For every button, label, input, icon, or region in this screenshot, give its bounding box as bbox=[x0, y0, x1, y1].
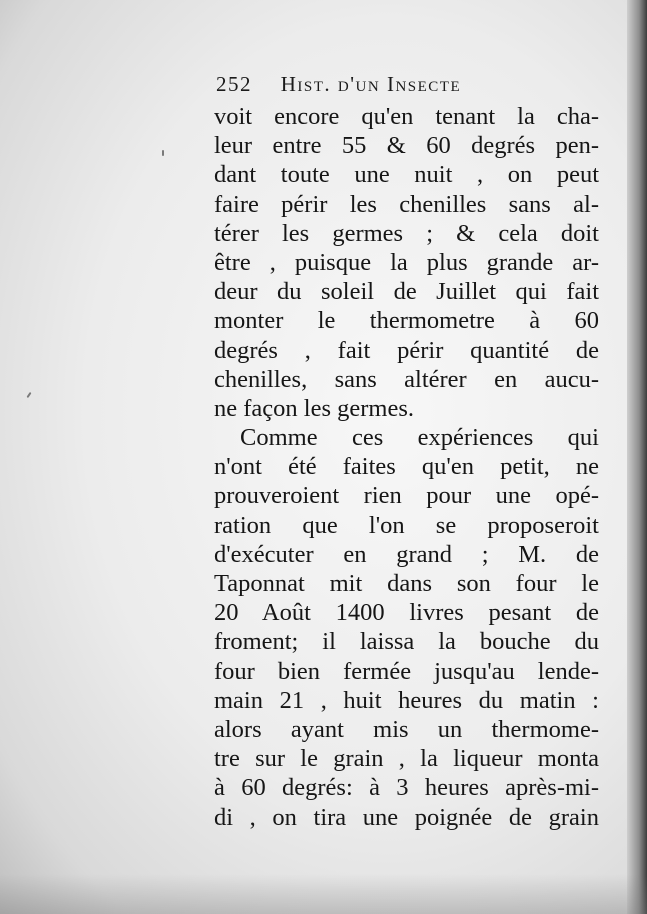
text-line: dant toute une nuit , on peut bbox=[214, 161, 599, 189]
text-line: chenilles, sans altérer en aucu- bbox=[214, 365, 599, 393]
text-line: di , on tira une poignée de grain bbox=[214, 803, 599, 831]
text-line: froment; il laissa la bouche du bbox=[214, 628, 599, 656]
text-line: ne façon les germes. bbox=[214, 394, 414, 422]
text-line: ration que l'on se proposeroit bbox=[214, 511, 599, 539]
text-line: leur entre 55 & 60 degrés pen- bbox=[214, 132, 599, 160]
text-line: degrés , fait périr quantité de bbox=[214, 336, 599, 364]
running-title: Hist. d'un Insecte bbox=[280, 72, 462, 96]
text-line: main 21 , huit heures du matin : bbox=[214, 686, 599, 714]
body-text bbox=[214, 102, 599, 832]
text-line: monter le thermometre à 60 bbox=[214, 307, 599, 335]
text-line: à 60 degrés: à 3 heures après-mi- bbox=[214, 774, 599, 802]
text-line: térer les germes ; & cela doit bbox=[214, 219, 599, 247]
text-line: Taponnat mit dans son four le bbox=[214, 570, 599, 597]
ink-speck bbox=[26, 392, 31, 398]
text-line: faire périr les chenilles sans al- bbox=[214, 190, 599, 218]
text-line: être , puisque la plus grande ar- bbox=[214, 248, 599, 276]
text-line: four bien fermée jusqu'au lende- bbox=[214, 657, 599, 685]
text-line: 20 Août 1400 livres pesant de bbox=[214, 599, 599, 627]
page-number: 252 bbox=[216, 72, 252, 96]
text-line: tre sur le grain , la liqueur monta bbox=[214, 745, 599, 773]
ink-speck bbox=[162, 150, 164, 156]
text-line: deur du soleil de Juillet qui fait bbox=[214, 278, 599, 306]
running-header bbox=[216, 72, 596, 97]
paragraph-first-line: Comme ces expériences qui bbox=[240, 424, 599, 452]
text-line: d'exécuter en grand ; M. de bbox=[214, 540, 599, 568]
page-edge-shadow bbox=[627, 0, 647, 914]
text-line: prouveroient rien pour une opé- bbox=[214, 482, 599, 510]
text-line: n'ont été faites qu'en petit, ne bbox=[214, 453, 599, 481]
text-line: alors ayant mis un thermome- bbox=[214, 715, 599, 743]
page-bottom-shadow bbox=[0, 874, 647, 914]
text-line: voit encore qu'en tenant la cha- bbox=[214, 103, 599, 130]
